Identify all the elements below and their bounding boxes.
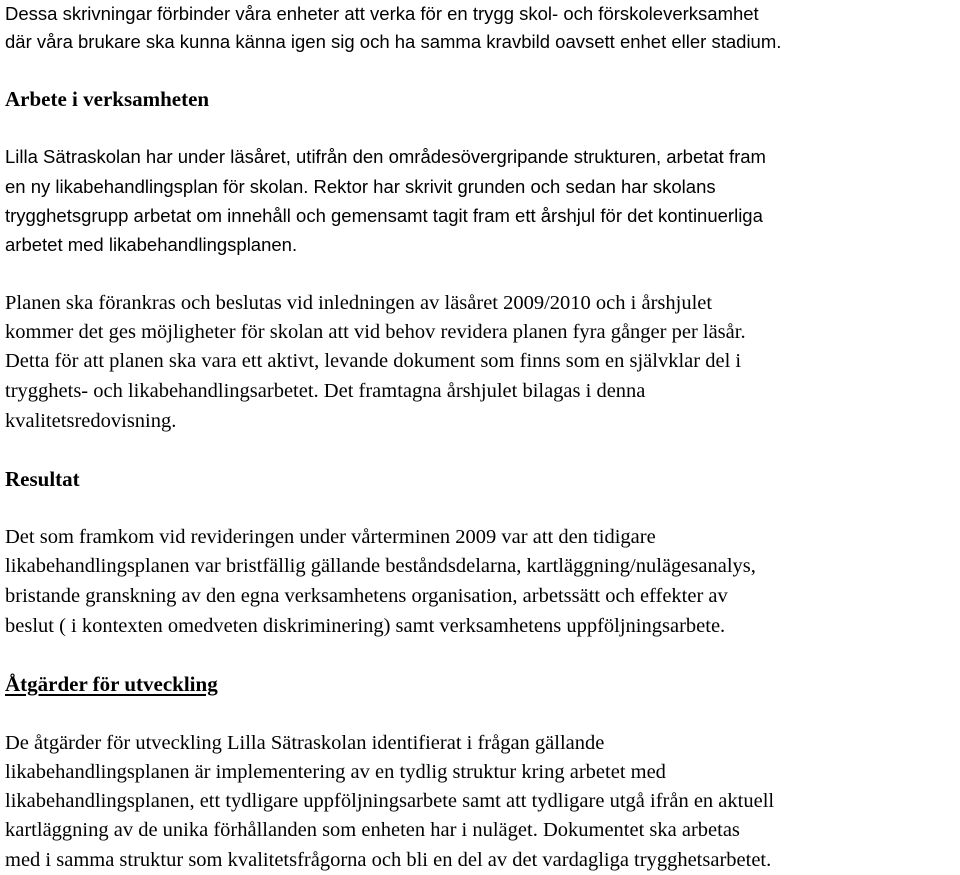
intro-line-2: där våra brukare ska kunna känna igen sig och ha samma kravbild oavsett enhet eller stadium. [5, 31, 782, 52]
work-para2-line-3: Detta för att planen ska vara ett aktivt, levande dokument som finns som en självklar del i [5, 350, 742, 372]
section-heading-work: Arbete i verksamheten [5, 87, 210, 111]
work-para1-line-4: arbetet med likabehandlingsplanen. [5, 234, 298, 255]
work-para1-line-2: en ny likabehandlingsplan för skolan. Rektor har skrivit grunden och sedan har skolans [5, 176, 716, 197]
section-heading-actions: Åtgärder för utveckling [5, 672, 218, 696]
work-para1-line-3: trygghetsgrupp arbetat om innehåll och gemensamt tagit fram ett årshjul för det kontinuerliga [5, 205, 763, 226]
work-para1-line-1: Lilla Sätraskolan har under läsåret, utifrån den områdesövergripande strukturen, arbetat fram [5, 146, 766, 167]
actions-line-5: med i samma struktur som kvalitetsfrågorna och bli en del av det vardagliga trygghetsarbetet. [5, 849, 772, 871]
work-para2-line-2: kommer det ges möjligheter för skolan att vid behov revidera planen fyra gånger per läsår. [5, 321, 746, 343]
result-line-2: likabehandlingsplanen var bristfällig gällande beståndsdelarna, kartläggning/nulägesanalys, [5, 555, 756, 577]
work-para2-line-1: Planen ska förankras och beslutas vid inledningen av läsåret 2009/2010 och i årshjulet [5, 292, 713, 314]
actions-line-1: De åtgärder för utveckling Lilla Sätraskolan identifierat i frågan gällande [5, 732, 605, 754]
result-line-1: Det som framkom vid revideringen under vårterminen 2009 var att den tidigare [5, 526, 656, 548]
actions-line-2: likabehandlingsplanen är implementering av en tydlig struktur kring arbetet med [5, 761, 666, 783]
intro-line-1: Dessa skrivningar förbinder våra enheter att verka för en trygg skol- och förskoleverksamhet [5, 3, 759, 24]
result-line-4: beslut ( i kontexten omedveten diskriminering) samt verksamhetens uppföljningsarbete. [5, 615, 726, 637]
section-heading-result: Resultat [5, 467, 80, 491]
actions-line-3: likabehandlingsplanen, ett tydligare uppföljningsarbete samt att tydligare utgå ifrån en aktuell [5, 790, 775, 812]
work-para2-line-4: trygghets- och likabehandlingsarbetet. Det framtagna årshjulet bilagas i denna [5, 380, 646, 402]
work-para2-line-5: kvalitetsredovisning. [5, 410, 177, 432]
result-line-3: bristande granskning av den egna verksamhetens organisation, arbetssätt och effekter av [5, 585, 728, 607]
actions-line-4: kartläggning av de unika förhållanden som enheten har i nuläget. Dokumentet ska arbetas [5, 819, 740, 841]
